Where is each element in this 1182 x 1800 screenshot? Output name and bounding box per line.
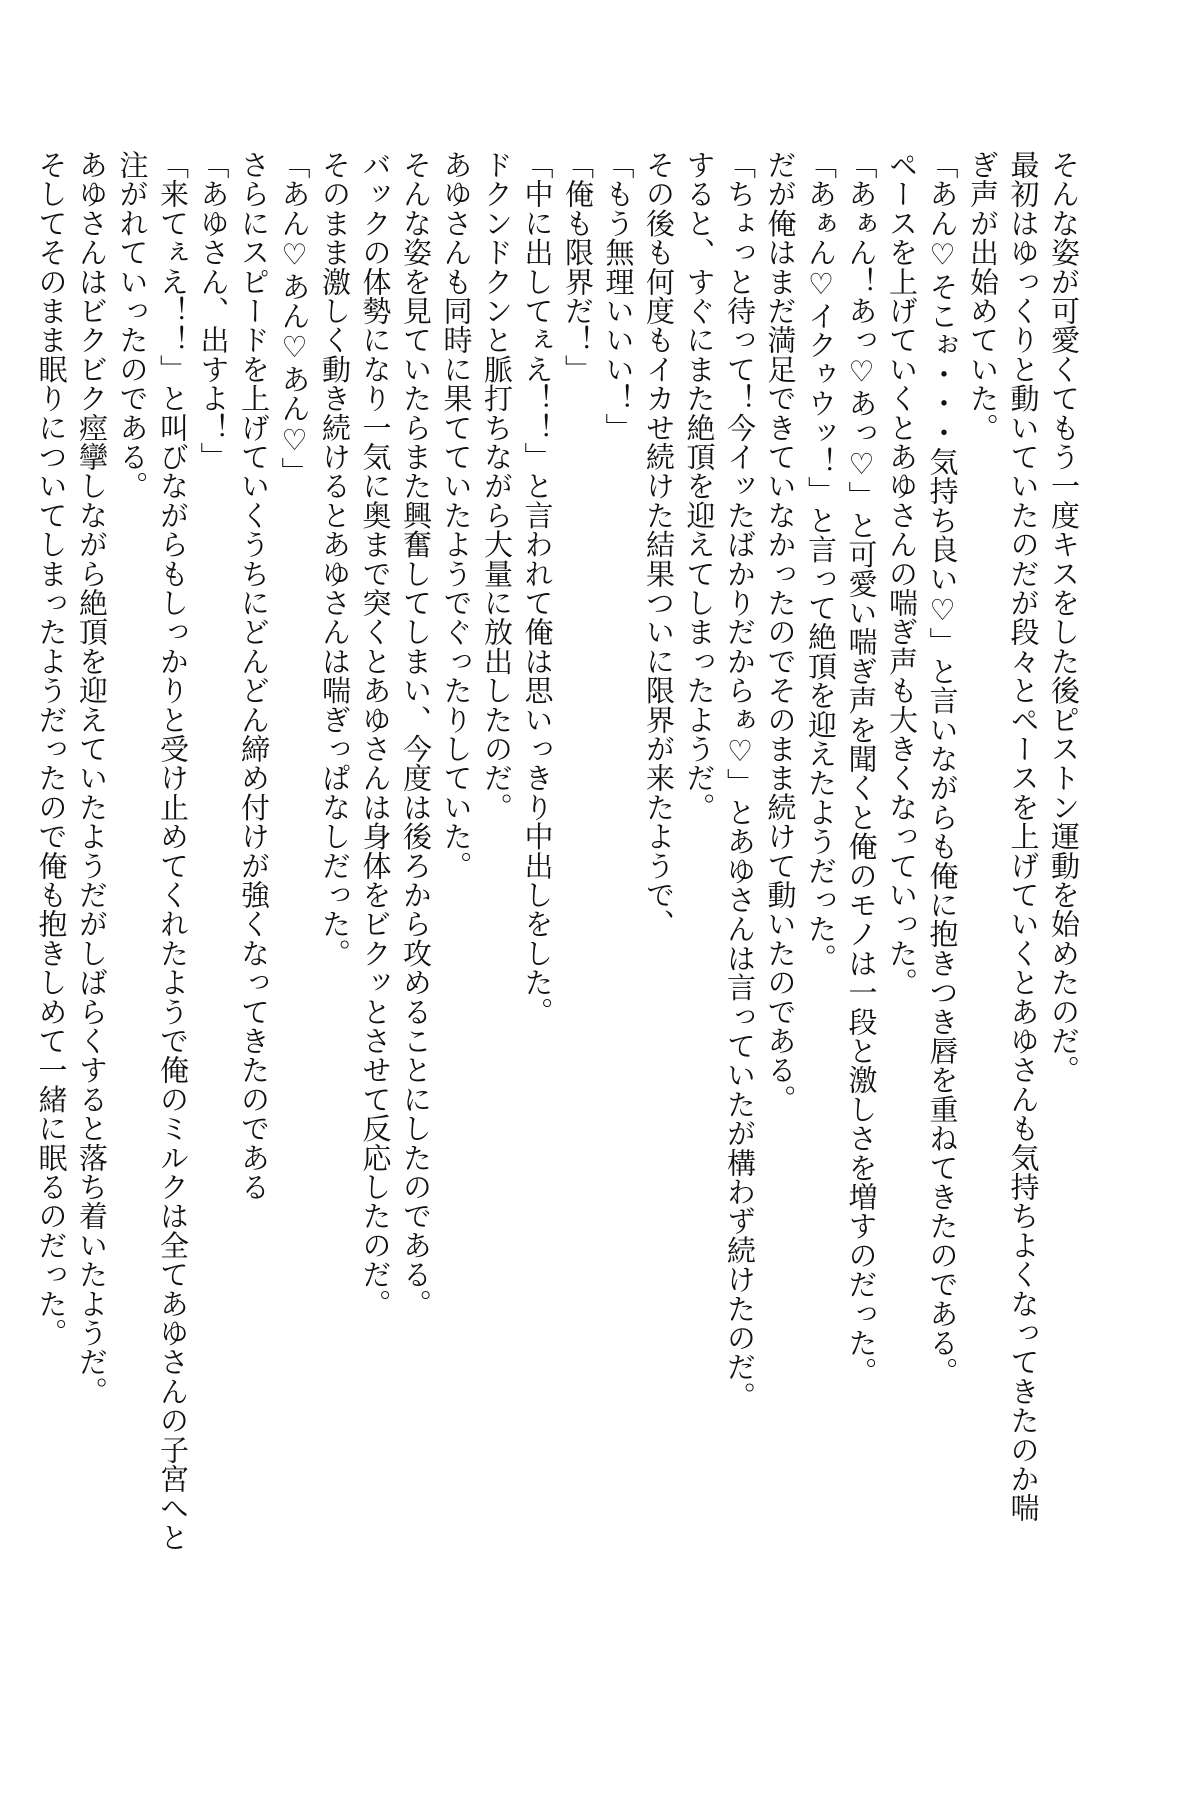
text-line: 「中に出してぇえ！！」と言われて俺は思いっきり中出しをした。 xyxy=(520,150,555,1026)
text-line: 「ちょっと待って！今イッたばかりだからぁ♡」とあゆさんは言っていたが構わず続けたのだ。 xyxy=(723,150,757,1411)
text-line: さらにスピードを上げていくうちにどんどん締め付けが強くなってきたのである xyxy=(237,150,271,1202)
text-line: 「もう無理いいい！」 xyxy=(601,150,636,442)
text-line: そんな姿を見ていたらまた興奮してしまい、今度は後ろから攻めることにしたのである。 xyxy=(399,150,433,1318)
text-line: そんな姿が可愛くてもう一度キスをした後ピストン運動を始めたのだ。 xyxy=(1047,150,1081,1085)
text-line: 「俺も限界だ！」 xyxy=(561,150,595,384)
text-line: バックの体勢になり一気に奥まで突くとあゆさんは身体をビクッとさせて反応したのだ。 xyxy=(358,150,393,1318)
text-line: 注がれていったのである。 xyxy=(115,150,150,501)
text-line: その後も何度もイカせ続けた結果ついに限界が来たようで、 xyxy=(642,150,676,939)
text-line: あゆさんはビクビク痙攣しながら絶頂を迎えていたようだがしばらくすると落ち着いたようだ。 xyxy=(75,150,109,1406)
text-line: 「来てぇえ！！」と叫びながらもしっかりと受け止めてくれたようで俺のミルクは全てあゆさんの子宮へと xyxy=(156,150,190,1552)
text-line: 「あん♡そこぉ・・・気持ち良い♡」と言いながらも俺に抱きつき唇を重ねてきたのである。 xyxy=(925,150,960,1387)
text-line: 「あぁん♡イクゥウッ！」と言って絶頂を迎えたようだった。 xyxy=(804,150,838,973)
text-line: ペースを上げていくとあゆさんの喘ぎ声も大きくなっていった。 xyxy=(885,150,919,997)
text-line: 「あぁん！あっ♡あっ♡」と可愛い喘ぎ声を聞くと俺のモノは一段と激しさを増すのだった。 xyxy=(844,150,879,1387)
text-line: 「あゆさん、出すよ！」 xyxy=(196,150,231,472)
text-line: だが俺はまだ満足できていなかったのでそのまま続けて動いたのである。 xyxy=(763,150,798,1114)
text-line: そのまま激しく動き続けるとあゆさんは喘ぎっぱなしだった。 xyxy=(318,150,352,968)
text-line: 「あん♡あん♡あん♡」 xyxy=(277,150,312,487)
text-line: 最初はゆっくりと動いていたのだが段々とペースを上げていくとあゆさんも気持ちよくなってきたのか喘 xyxy=(1006,150,1041,1523)
text-line: すると、すぐにまた絶頂を迎えてしまったようだ。 xyxy=(682,150,717,822)
text-line: そしてそのまま眠りについてしまったようだったので俺も抱きしめて一緒に眠るのだった。 xyxy=(34,150,69,1348)
text-line: ぎ声が出始めていた。 xyxy=(966,150,1000,442)
text-line: あゆさんも同時に果てていたようでぐったりしていた。 xyxy=(439,150,474,880)
text-line: ドクンドクンと脈打ちながら大量に放出したのだ。 xyxy=(480,150,514,822)
vertical-text-block xyxy=(31,150,1084,1690)
